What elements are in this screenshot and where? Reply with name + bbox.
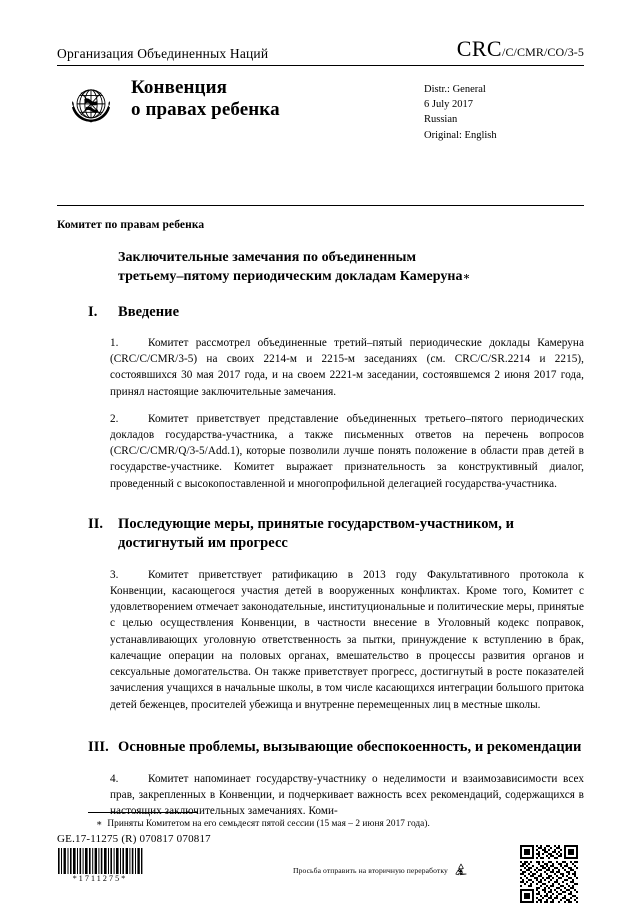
barcode [57,848,143,874]
section-number-3: III. [88,738,109,755]
section-title-3: Основные проблемы, вызывающие обеспокоенность, и рекомендации [118,738,582,755]
paragraph-3 [88,567,584,713]
paragraph-number-3: 3. [110,568,119,581]
section-title-2: Последующие меры, принятые государством-участником, и достигнутый им прогресс [118,515,514,551]
committee-name: Комитет по правам ребенка [57,219,205,231]
page-title-line-2: третьему–пятому периодическим докладам Камеруна [118,268,463,284]
masthead [57,36,584,143]
distribution-language: Russian [424,114,458,126]
document-symbol-rest: /C/CMR/CO/3-5 [502,45,584,59]
paragraph-text-4: Комитет напоминает государству-участнику о неделимости и взаимозависимости всех прав, закрепленных в Конвенции, и подчеркивает важность всех рекомендаций, содержащихся в настоящих заключительных замечаниях. Коми- [110,772,584,818]
paragraph-text-3: Комитет приветствует ратификацию в 2013 году Факультативного протокола к Конвенции, касающегося участия детей в вооруженных конфликтах. Кроме того, Комитет с удовлетворением отмечает законодательные, институциональные и политические меры, принятые с целью осуществления Конвенции, в частности внесение в Уголовный кодекс поправок, устанавливающих уголовную ответственность за пытки, принуждение к вступлению в брак, калечащие операции на половых органах, вмешательство в процессы развития органов и сексуальные домогательства. Он также приветствует прогресс, достигнутый в росте показателей зачисления учащихся в начальные школы, в том числе касающихся интеграции большого притока детей беженцев, просителей убежища и внутренне перемещенных лиц в местные школы. [110,568,585,711]
section-title-1: Введение [118,304,180,320]
recycle-icon [453,862,469,878]
section-number-1: I. [88,304,98,320]
organization-name: Организация Объединенных Наций [57,46,269,61]
page-title-line-1: Заключительные замечания по объединенным [118,250,417,265]
masthead-body-row [57,66,584,143]
paragraph-2 [88,411,584,492]
distribution-date: 6 July 2017 [424,99,474,111]
paragraph-text-2: Комитет приветствует представление объединенных третьего–пятого периодических докладов государства-участника, а также письменных ответов на перечень вопросов (CRC/C/CMR/Q/3-5/Add.1), которые позволили лучше понять положение в области прав детей в государстве-участнике. Комитет выражает признательность за конструктивный диалог, проведенный с высокопоставленной и многопрофильной делегацией государства-участника. [110,412,584,490]
title-footnote-marker: ∗ [462,270,471,283]
document-symbol [457,36,584,62]
section-heading-3 [88,738,584,757]
paragraph-text-1: Комитет рассмотрел объединенные третий–пятый периодические доклады Камеруна (CRC/C/CMR/3-5) на своих 2214-м и 2215-м заседаниях (см. CRC/C/SR.2214 и 2215), состоявшихся 30 мая 2017 года, и на своем 2221-м заседании, состоявшемся 2 июня 2017 года, принял настоящие заключительные замечания. [110,336,584,398]
convention-title-line-2: о правах ребенка [131,99,280,121]
convention-title-line-1: Конвенция [131,77,227,98]
recycle-notice [293,862,469,878]
recycle-notice-text: Просьба отправить на вторичную переработку [293,865,448,875]
document-symbol-main: CRC [456,36,503,61]
barcode-caption: *1711275* [72,874,128,883]
section-heading-1 [88,303,584,322]
footnote-text: Приняты Комитетом на его семьдесят пятой сессии (15 мая – 2 июня 2017 года). [107,819,430,829]
paragraph-number-2: 2. [110,412,119,425]
distribution-original: Original: English [424,129,497,141]
footnote-separator [88,812,198,813]
job-number: GE.17-11275 (R) 070817 070817 [57,833,211,845]
section-number-2: II. [88,515,104,532]
paragraph-1 [88,335,584,400]
committee-rule [57,205,584,206]
footnote [96,818,566,831]
distribution-type: Distr.: General [424,84,486,95]
distribution-block [424,76,584,143]
section-heading-2 [88,515,584,553]
paragraph-number-4: 4. [110,772,119,785]
masthead-top-row [57,36,584,65]
document-body [88,303,584,830]
footnote-marker: ∗ [96,819,103,829]
un-emblem [63,77,119,133]
paragraph-number-1: 1. [110,336,119,349]
qr-code [520,845,578,903]
convention-title [131,76,416,122]
page-title [118,249,578,286]
